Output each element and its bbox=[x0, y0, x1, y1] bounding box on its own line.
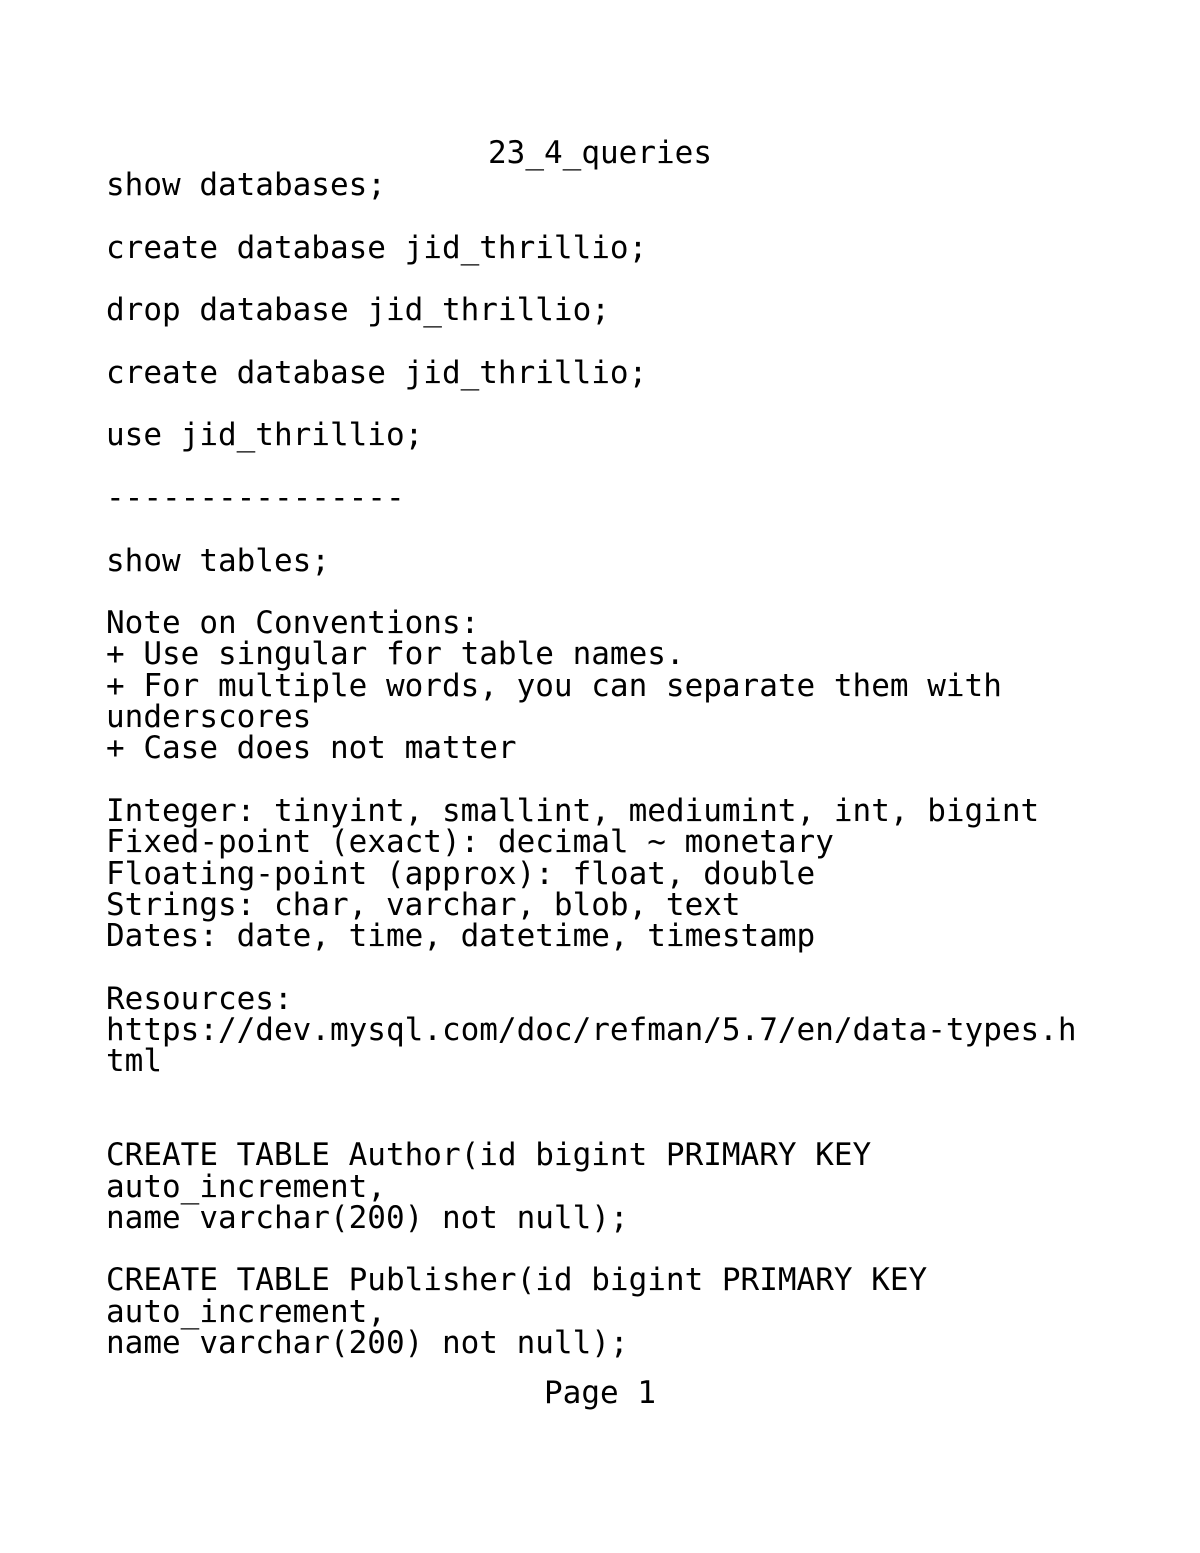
blank-line bbox=[106, 577, 1106, 608]
text-line: name varchar(200) not null); bbox=[106, 1324, 629, 1361]
blank-line bbox=[106, 326, 1106, 357]
text-line: Dates: date, time, datetime, timestamp bbox=[106, 918, 816, 955]
text-line: Strings: char, varchar, blob, text bbox=[106, 886, 741, 923]
page-number: Page 1 bbox=[544, 1375, 656, 1411]
blank-line bbox=[106, 452, 1106, 483]
text-line: auto_increment, bbox=[106, 1168, 386, 1205]
text-line: + Use singular for table names. bbox=[106, 636, 685, 673]
text-line: Note on Conventions: bbox=[106, 605, 480, 642]
text-line: drop database jid_thrillio; bbox=[106, 292, 610, 329]
text-line: Integer: tinyint, smallint, mediumint, int, bigint bbox=[106, 792, 1040, 829]
blank-line bbox=[106, 514, 1106, 545]
text-line: auto_increment, bbox=[106, 1293, 386, 1330]
text-line: ---------------- bbox=[106, 479, 405, 516]
document-body bbox=[106, 167, 1106, 1361]
blank-line bbox=[106, 1078, 1106, 1109]
text-line: create database jid_thrillio; bbox=[106, 229, 648, 266]
text-line: Fixed-point (exact): decimal ~ monetary bbox=[106, 824, 834, 861]
text-line: use jid_thrillio; bbox=[106, 417, 424, 454]
blank-line bbox=[106, 1109, 1106, 1140]
text-line: underscores bbox=[106, 699, 312, 736]
blank-line bbox=[106, 1234, 1106, 1265]
text-line: Floating-point (approx): float, double bbox=[106, 855, 816, 892]
blank-line bbox=[106, 264, 1106, 295]
page-number-footer bbox=[0, 1375, 1200, 1411]
text-line: name varchar(200) not null); bbox=[106, 1199, 629, 1236]
text-line: https://dev.mysql.com/doc/refman/5.7/en/data-types.h bbox=[106, 1012, 1077, 1049]
blank-line bbox=[106, 765, 1106, 796]
text-line: tml bbox=[106, 1043, 162, 1080]
blank-line bbox=[106, 952, 1106, 983]
text-line: CREATE TABLE Author(id bigint PRIMARY KEY bbox=[106, 1137, 872, 1174]
text-line: CREATE TABLE Publisher(id bigint PRIMARY KEY bbox=[106, 1262, 928, 1299]
blank-line bbox=[106, 201, 1106, 232]
text-line: + Case does not matter bbox=[106, 730, 517, 767]
text-line: Resources: bbox=[106, 980, 293, 1017]
blank-line bbox=[106, 389, 1106, 420]
text-line: show tables; bbox=[106, 542, 330, 579]
text-line: show databases; bbox=[106, 167, 386, 203]
text-line: + For multiple words, you can separate them with bbox=[106, 667, 1002, 704]
text-line: create database jid_thrillio; bbox=[106, 354, 648, 391]
document-title: 23_4_queries bbox=[488, 135, 712, 171]
